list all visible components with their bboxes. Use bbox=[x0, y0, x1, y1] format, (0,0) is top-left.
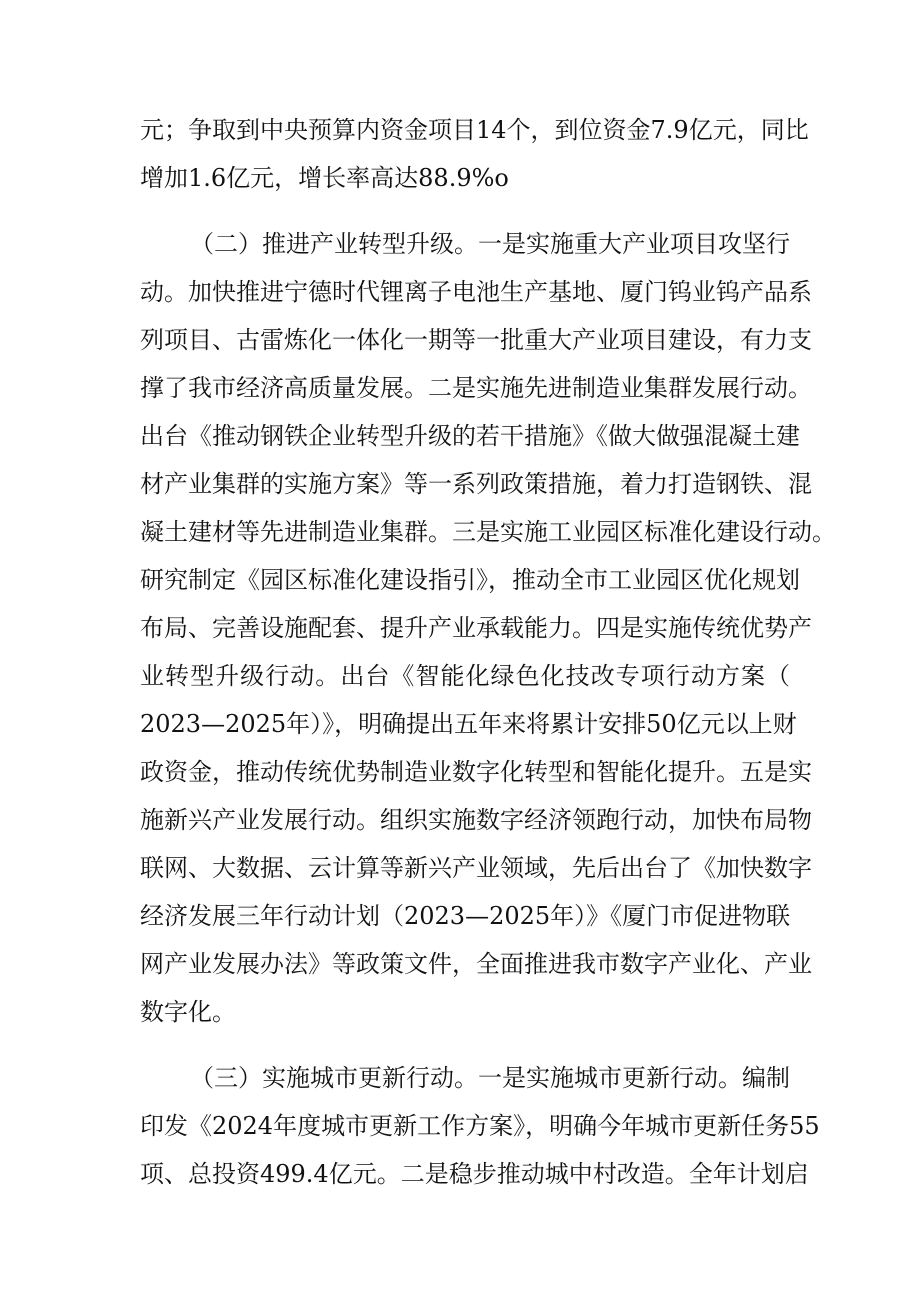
text-line: 数字化。 bbox=[140, 998, 236, 1026]
text-line: 经济发展三年行动计划（2023—2025年）》《厦门市促进物联 bbox=[140, 902, 791, 930]
text-line: 出台《推动钢铁企业转型升级的若干措施》《做大做强混凝土建 bbox=[140, 422, 800, 450]
text-line: 材产业集群的实施方案》等一系列政策措施，着力打造钢铁、混 bbox=[140, 470, 812, 498]
text-line: 元；争取到中央预算内资金项目14个，到位资金7.9亿元，同比 bbox=[140, 116, 809, 144]
text-line: 网产业发展办法》等政策文件，全面推进我市数字产业化、产业 bbox=[140, 950, 812, 978]
text-line: 动。加快推进宁德时代锂离子电池生产基地、厦门钨业钨产品系 bbox=[140, 278, 812, 306]
text-line: （二）推进产业转型升级。一是实施重大产业项目攻坚行 bbox=[190, 230, 790, 258]
text-line: 凝土建材等先进制造业集群。三是实施工业园区标准化建设行动。 bbox=[140, 518, 836, 546]
text-line: 增加1.6亿元，增长率高达88.9%o bbox=[140, 164, 509, 192]
text-line: 布局、完善设施配套、提升产业承载能力。四是实施传统优势产 bbox=[140, 614, 812, 642]
text-line: 2023—2025年）》，明确提出五年来将累计安排50亿元以上财 bbox=[140, 710, 797, 738]
text-line: 印发《2024年度城市更新工作方案》，明确今年城市更新任务55 bbox=[140, 1112, 820, 1140]
text-line: 政资金，推动传统优势制造业数字化转型和智能化提升。五是实 bbox=[140, 758, 812, 786]
text-line: 施新兴产业发展行动。组织实施数字经济领跑行动，加快布局物 bbox=[140, 806, 812, 834]
text-line: 撑了我市经济高质量发展。二是实施先进制造业集群发展行动。 bbox=[140, 374, 812, 402]
text-line: 联网、大数据、云计算等新兴产业领域，先后出台了《加快数字 bbox=[140, 854, 812, 882]
text-line: 研究制定《园区标准化建设指引》，推动全市工业园区优化规划 bbox=[140, 566, 800, 594]
text-line: （三）实施城市更新行动。一是实施城市更新行动。编制 bbox=[190, 1064, 790, 1092]
text-line: 列项目、古雷炼化一体化一期等一批重大产业项目建设，有力支 bbox=[140, 326, 812, 354]
text-line: 项、总投资499.4亿元。二是稳步推动城中村改造。全年计划启 bbox=[140, 1160, 809, 1188]
text-line: 业转型升级行动。出台《智能化绿色化技改专项行动方案（ bbox=[140, 662, 790, 690]
